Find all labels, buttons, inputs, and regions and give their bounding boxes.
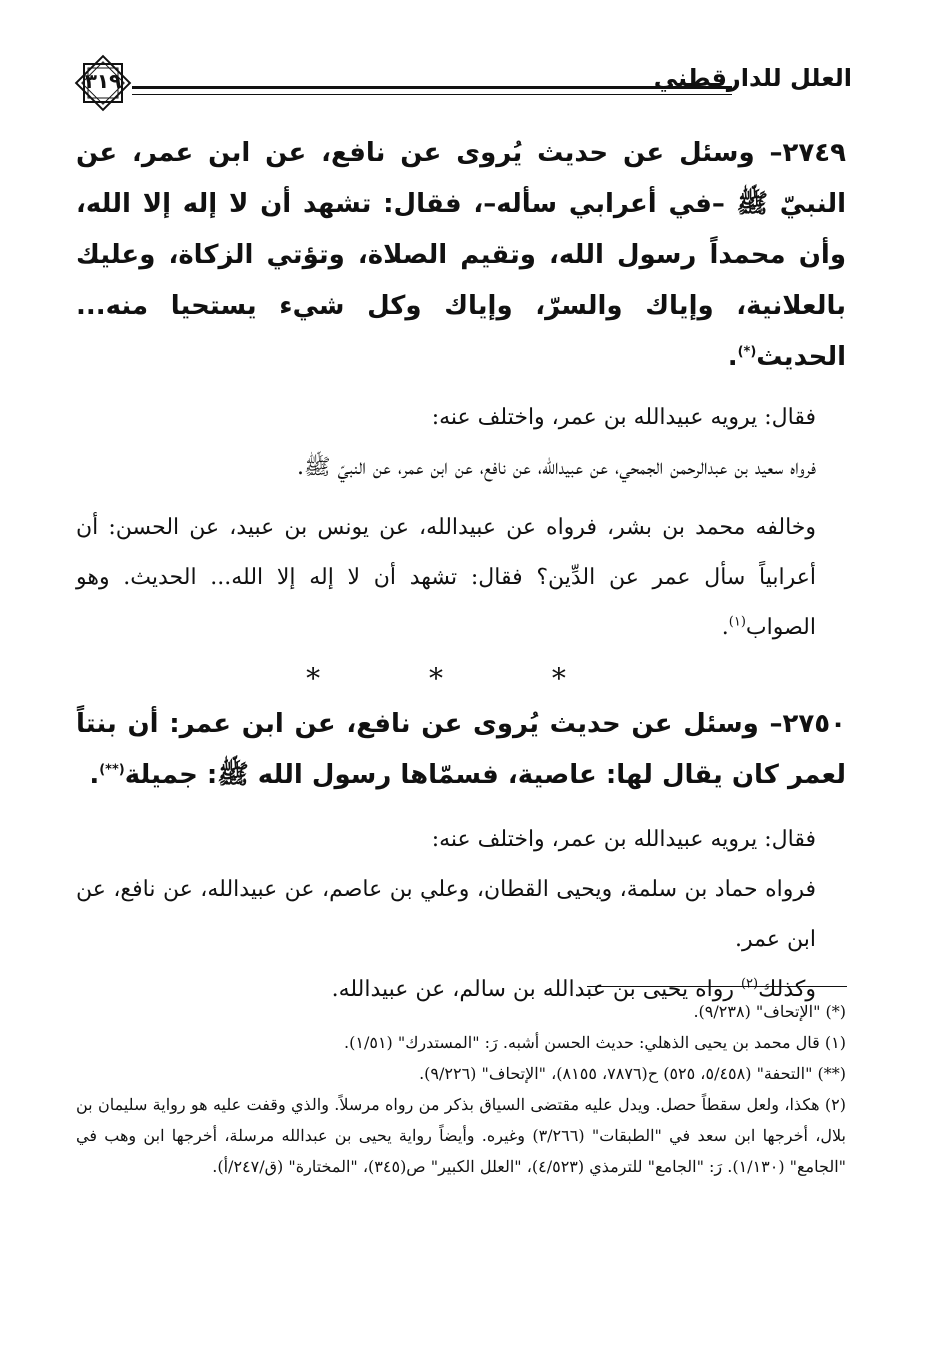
answer-paragraph [76, 865, 846, 965]
answer-text: فرواه حماد بن سلمة، ويحيى القطان، وعلي بن عاصم، عن عبيدالله، عن نافع، عن ابن عمر. [76, 877, 816, 952]
question-line: يقال لها: عاصية، فسمّاها رسول الله ﷺ: جميلة [124, 760, 723, 790]
section-separator: * * * [306, 662, 616, 695]
answer-paragraph: فقال: يرويه عبيدالله بن عمر، واختلف عنه: [431, 827, 816, 852]
entry-2750-question: ٢٧٥٠– وسئل عن حديث يُروى عن نافع، عن ابن عمر: أن بنتاً لعمر كان يقال لها: عاصية، فسمّاها رسول الله ﷺ: جميلة(**). [76, 709, 846, 790]
entry-number: ٢٧٥٠ [782, 709, 846, 739]
page-number: ٣١٩ [84, 69, 122, 93]
footnotes [76, 996, 846, 1182]
question-line: – وسئل عن حديث يُروى عن نافع، عن ابن عمر، عن النبيّ ﷺ –في [76, 138, 847, 219]
question-line: الزكاة، وعليك بالعلانية، وإياك والسرّ، وإياك وكل شيء يستحيا منه... الحديث [76, 240, 846, 372]
answer-text: وخالفه محمد بن بشر، فرواه عن عبيدالله، عن يونس بن عبيد، عن الحسن: أن أعرابياً سأل عمر عن الدِّين؟ فقال: تشهد أن لا إله إلا الله... الحديث. وهو الصواب [76, 515, 816, 640]
entry-2749-question: ٢٧٤٩– وسئل عن حديث يُروى عن نافع، عن ابن عمر، عن النبيّ ﷺ –في أعرابي سأله–، فقال: تشهد أن لا إله إلا الله، وأن محمداً رسول الله، وتقيم الصلاة، وتؤتي الزكاة، وعليك بالعلانية، وإياك والسرّ، وإياك وكل شيء يستحيا منه... الحديث(*). [76, 138, 847, 372]
answer-paragraph: فقال: يرويه عبيدالله بن عمر، واختلف عنه: [431, 405, 816, 430]
footnote-ref: (١) [728, 614, 746, 630]
footnote-ref: (**) [99, 762, 125, 778]
header-rule [132, 86, 732, 95]
answer-paragraph [76, 443, 846, 493]
closing-text-start: وكذلك [758, 977, 816, 1002]
footnote: (*) "الإتحاف" (٩/٢٣٨). [693, 1002, 846, 1021]
closing-text-end: رواه يحيى بن عبدالله بن سالم، عن عبيدالله. [331, 977, 741, 1002]
page-number-badge [72, 52, 134, 114]
page-body [76, 128, 846, 1015]
footnote-divider [587, 986, 847, 987]
footnote-ref: (*) [737, 344, 757, 360]
footnote: (**) "التحفة" (٥/٤٥٨، ٥٢٥) ح(٧٨٧٦، ٨١٥٥)، "الإتحاف" (٩/٢٢٦). [419, 1064, 846, 1083]
entry-number: ٢٧٤٩ [782, 138, 846, 168]
running-title: العلل للدارقطني [653, 64, 852, 92]
page-header [72, 52, 852, 112]
answer-text: فرواه سعيد بن عبدالرحمن الجمحي، عن عبيدالله، عن نافع، عن ابن عمر، عن النبيّ ﷺ. [297, 455, 816, 480]
question-line: أعرابي سأله–، فقال: تشهد أن لا إله إلا الله، وأن محمداً رسول الله، وتقيم الصلاة، وتؤتي [76, 189, 846, 270]
question-line: – وسئل عن حديث يُروى عن نافع، عن ابن عمر: أن بنتاً لعمر كان [76, 709, 846, 790]
footnote: (١) قال محمد بن يحيى الذهلي: حديث الحسن أشبه. رَ: "المستدرك" (١/٥١). [344, 1033, 846, 1052]
footnote-ref: (٢) [740, 976, 759, 992]
answer-paragraph: وخالفه محمد بن بشر، فرواه عن عبيدالله، عن يونس بن عبيد، عن الحسن: أن أعرابياً سأل عمر عن الدِّين؟ فقال: تشهد أن لا إله إلا الله... الحديث. وهو الصواب$^{(١)}$. [76, 515, 816, 640]
footnote: (٢) هكذا، ولعل سقطاً حصل. ويدل عليه مقتضى السياق بذكر من رواه مرسلاً. والذي وقفت عليه هو رواية سليمان بن بلال، أخرجها ابن سعد في "الطبقات" (٣/٢٦٦) وغيره. وأيضاً رواية يحيى بن عبدالله مرسلة، أخرجها ابن وهب في "الجامع" (١/١٣٠). رَ: "الجامع" للترمذي (٤/٥٢٣)، "العلل الكبير" ص(٣٤٥)، "المختارة" (ق/٢٤٧/أ). [76, 1095, 846, 1176]
